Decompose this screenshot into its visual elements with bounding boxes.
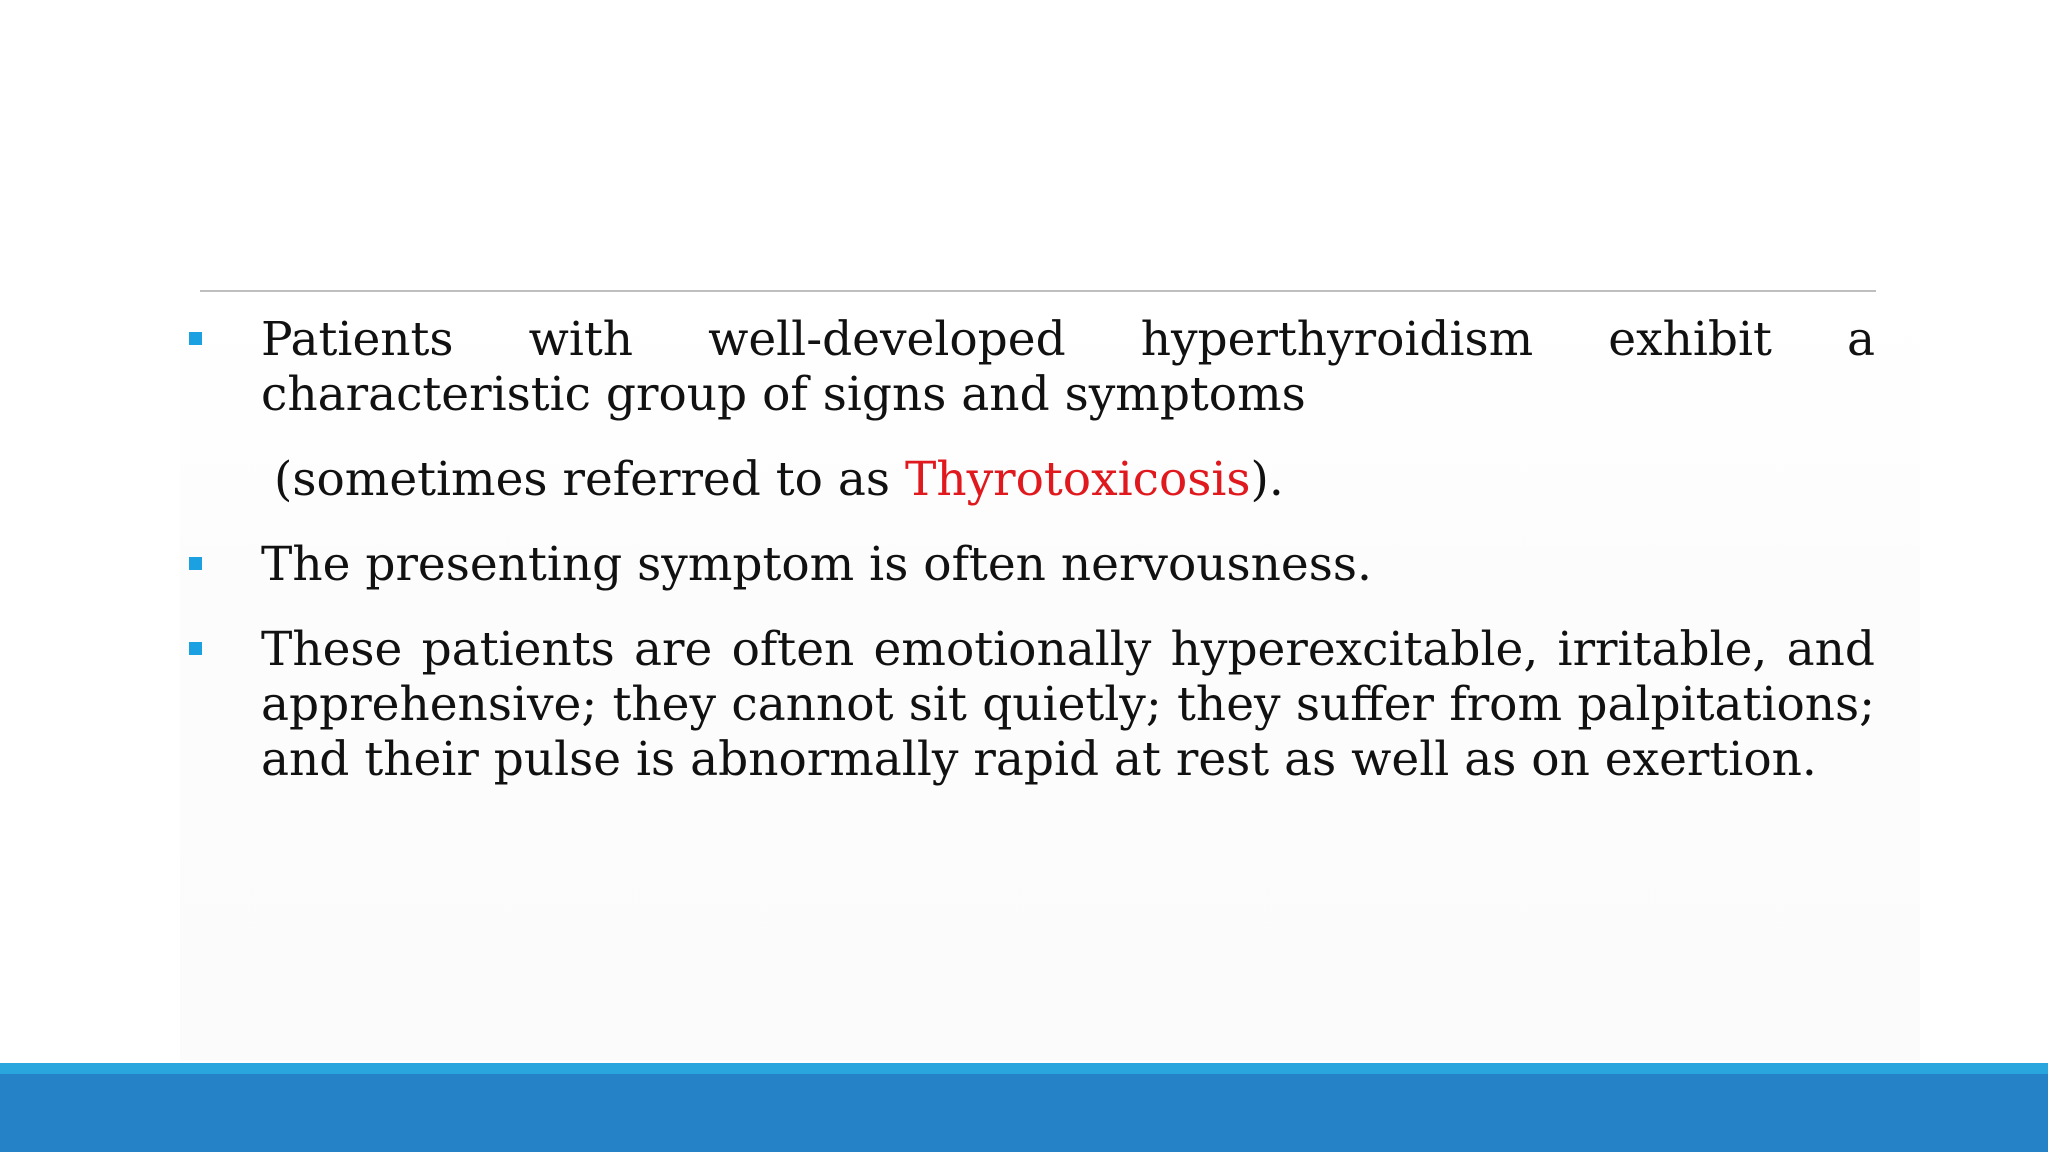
sub-line-suffix: ). xyxy=(1250,452,1284,507)
sub-line xyxy=(185,452,1875,507)
footer-accent-line xyxy=(0,1063,2048,1074)
footer-band xyxy=(0,1074,2048,1152)
bullet-item xyxy=(185,312,1875,422)
square-bullet-icon xyxy=(189,557,202,570)
title-divider xyxy=(200,290,1876,292)
bullet-text: Patients with well-developed hyperthyroidism exhibit a characteristic group of signs and symptoms xyxy=(261,312,1875,422)
bullet-item xyxy=(185,622,1875,787)
sub-line-prefix: (sometimes referred to as xyxy=(274,452,905,507)
highlight-term: Thyrotoxicosis xyxy=(904,452,1251,507)
square-bullet-icon xyxy=(189,642,202,655)
bullet-item xyxy=(185,537,1875,592)
bullet-text: The presenting symptom is often nervousness. xyxy=(261,537,1372,592)
square-bullet-icon xyxy=(189,332,202,345)
bullet-list xyxy=(185,312,1875,787)
bullet-text: These patients are often emotionally hyperexcitable, irritable, and apprehensive; they cannot sit quietly; they suffer from palpitations; and their pulse is abnormally rapid at rest as well as on exertion. xyxy=(261,622,1875,787)
